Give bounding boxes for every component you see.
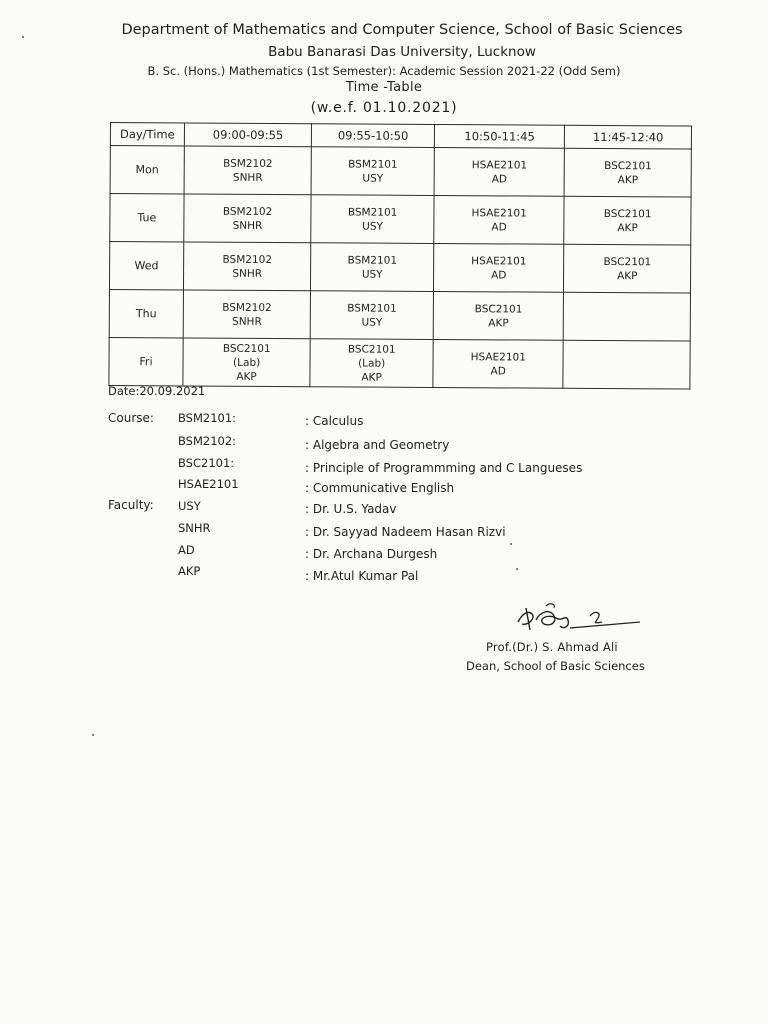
- faculty-name: : Dr. U.S. Yadav: [305, 502, 397, 516]
- timetable-row: [109, 337, 690, 389]
- slot-text: SNHR: [232, 219, 263, 232]
- slot-text: AKP: [617, 173, 639, 186]
- course-name: : Calculus: [305, 414, 364, 428]
- course-code: BSM2101:: [178, 411, 237, 425]
- faculty-name: : Dr. Sayyad Nadeem Hasan Rizvi: [305, 525, 506, 539]
- faculty-code: AKP: [178, 564, 201, 578]
- slot-text: AKP: [617, 269, 638, 282]
- slot-cell: [184, 194, 312, 243]
- slot-text: HSAE2101: [471, 206, 527, 220]
- faculty-code: AD: [178, 543, 195, 557]
- slot-text: BSC2101: [603, 207, 652, 220]
- column-header: 09:00-09:55: [184, 123, 312, 147]
- course-name: : Principle of Programmming and C Langueses: [305, 461, 583, 475]
- column-header: Day/Time: [110, 123, 184, 146]
- department-title: Department of Mathematics and Computer Science, School of Basic Sciences: [121, 22, 683, 38]
- course-code: HSAE2101: [178, 477, 239, 491]
- faculty-label: Faculty:: [108, 498, 154, 512]
- slot-text: USY: [361, 268, 383, 281]
- slot-text: HSAE2101: [471, 254, 527, 268]
- faculty-code: SNHR: [178, 521, 211, 535]
- timetable-row: [109, 289, 690, 341]
- slot-text: USY: [362, 220, 383, 233]
- course-label: Course:: [108, 411, 154, 425]
- scan-speck: [516, 568, 518, 570]
- faculty-code: USY: [178, 499, 201, 513]
- slot-text: AD: [491, 220, 507, 233]
- slot-text: AD: [490, 364, 506, 377]
- slot-text: (Lab): [358, 357, 386, 370]
- slot-cell: [565, 148, 692, 197]
- page-title: Time -Table: [345, 80, 423, 95]
- issue-date: Date:20.09.2021: [108, 384, 206, 398]
- slot-text: AKP: [361, 371, 382, 384]
- slot-text: HSAE2101: [470, 350, 526, 364]
- timetable-row: [109, 242, 690, 294]
- slot-text: BSM2101: [347, 205, 398, 219]
- slot-text: SNHR: [232, 267, 263, 280]
- slot-cell: [564, 196, 691, 245]
- slot-text: USY: [362, 172, 384, 185]
- effective-date: (w.e.f. 01.10.2021): [310, 100, 458, 116]
- day-cell: Tue: [110, 194, 184, 242]
- slot-cell: [434, 195, 565, 244]
- slot-text: BSM2101: [348, 157, 398, 171]
- course-code: BSC2101:: [178, 456, 235, 470]
- faculty-name: : Dr. Archana Durgesh: [305, 547, 438, 561]
- slot-text: BSM2102: [222, 301, 272, 314]
- slot-text: AKP: [488, 316, 509, 329]
- slot-text: BSC2101: [347, 342, 396, 356]
- day-cell: Thu: [109, 289, 183, 337]
- slot-cell: [311, 243, 434, 292]
- slot-text: SNHR: [232, 315, 262, 328]
- timetable-row: [110, 194, 691, 246]
- slot-cell: [564, 244, 691, 293]
- slot-cell: [433, 243, 564, 292]
- slot-text: AKP: [617, 221, 638, 234]
- slot-text: BSM2102: [222, 205, 273, 218]
- slot-text: BSM2101: [347, 301, 397, 315]
- day-cell: Mon: [110, 146, 184, 194]
- slot-cell: [563, 340, 690, 389]
- slot-text: BSC2101: [474, 302, 523, 316]
- signatory-name: Prof.(Dr.) S. Ahmad Ali: [486, 640, 618, 654]
- scan-speck: [22, 36, 24, 38]
- slot-text: AD: [491, 268, 507, 281]
- slot-text: HSAE2101: [471, 158, 528, 172]
- course-name: : Algebra and Geometry: [305, 438, 450, 452]
- slot-cell: [184, 146, 312, 195]
- slot-cell: [433, 291, 564, 340]
- column-header: 10:50-11:45: [434, 124, 565, 148]
- handwritten-signature: [510, 600, 650, 640]
- column-header: 09:55-10:50: [312, 124, 435, 148]
- timetable: [108, 122, 692, 390]
- slot-text: BSC2101: [604, 159, 652, 172]
- program-line: B. Sc. (Hons.) Mathematics (1st Semester): Academic Session 2021-22 (Odd Sem): [147, 64, 621, 78]
- slot-cell: [183, 338, 311, 387]
- slot-text: USY: [361, 316, 383, 329]
- slot-text: BSM2102: [222, 253, 273, 266]
- day-cell: Fri: [109, 337, 183, 385]
- scan-speck: [510, 543, 512, 545]
- slot-text: (Lab): [233, 356, 261, 369]
- slot-text: BSM2101: [347, 253, 398, 267]
- slot-cell: [564, 292, 691, 341]
- slot-cell: [311, 291, 434, 340]
- day-cell: Wed: [109, 242, 183, 290]
- slot-text: SNHR: [232, 171, 263, 184]
- university-name: Babu Banarasi Das University, Lucknow: [268, 44, 536, 60]
- slot-text: BSM2102: [223, 157, 273, 170]
- slot-cell: [183, 290, 311, 339]
- slot-text: AKP: [236, 370, 257, 383]
- course-name: : Communicative English: [305, 481, 455, 495]
- slot-cell: [311, 195, 434, 244]
- slot-cell: [311, 147, 434, 196]
- slot-text: AD: [491, 172, 508, 185]
- slot-cell: [183, 242, 311, 291]
- slot-cell: [434, 147, 565, 196]
- signatory-title: Dean, School of Basic Sciences: [466, 659, 645, 673]
- column-header: 11:45-12:40: [565, 125, 692, 149]
- timetable-row: [110, 146, 691, 198]
- scan-speck: [92, 734, 94, 736]
- course-code: BSM2102:: [178, 434, 237, 448]
- slot-cell: [310, 339, 433, 388]
- slot-cell: [433, 339, 564, 388]
- slot-text: BSC2101: [603, 255, 652, 268]
- faculty-name: : Mr.Atul Kumar Pal: [305, 569, 419, 583]
- slot-text: BSC2101: [222, 342, 271, 355]
